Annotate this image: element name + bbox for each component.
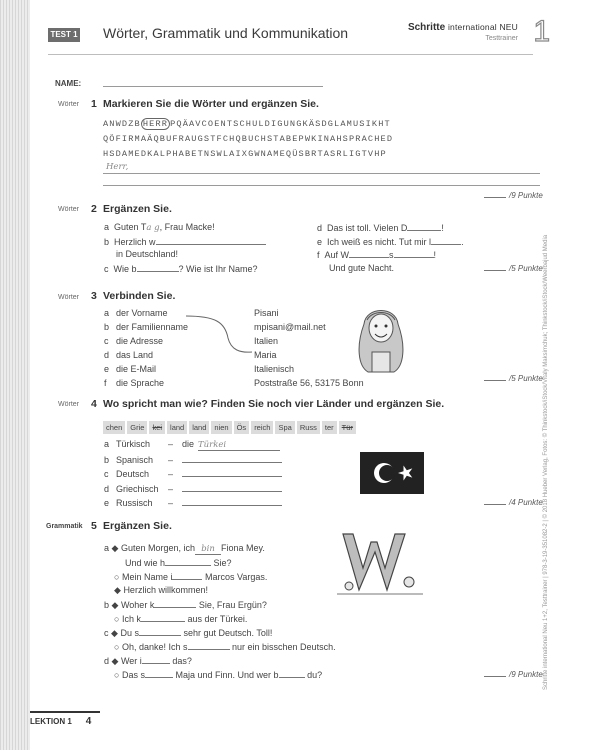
- ex5-a3-post: Marcos Vargas.: [204, 572, 268, 582]
- syllable-chip: nien: [211, 421, 231, 434]
- ex3-item-letter: a: [104, 308, 110, 318]
- ex2-b-continuation: in Deutschland!: [116, 249, 179, 259]
- ex3-item-letter: f: [104, 378, 107, 388]
- ex4-category: Wörter: [58, 401, 79, 408]
- ex2-b-letter: b: [104, 237, 110, 247]
- ex5-d2-mid: Maja und Finn. Und wer b: [175, 670, 279, 680]
- ex1-row1-end: PQÄAVCOENTSCHULDIGUNGKÄSDGLAMUSIKHT: [170, 119, 391, 129]
- ex5-d2-blank-2[interactable]: [279, 669, 305, 678]
- ex4-row-language: Spanisch: [116, 454, 154, 465]
- syllable-chip: land: [189, 421, 209, 434]
- ex5-b2-pre: Ich k: [121, 614, 141, 624]
- ex5-a4: [114, 585, 208, 596]
- ex5-c1-post: sehr gut Deutsch. Toll!: [183, 628, 273, 638]
- ex2-e-letter: e: [317, 237, 323, 247]
- diamond-icon: ◆: [114, 585, 121, 595]
- ex5-c2: [114, 641, 336, 652]
- ex5-d2: [114, 669, 322, 680]
- ex3-points-blank[interactable]: [484, 380, 506, 381]
- ex5-b-letter: b: [104, 600, 110, 610]
- syllable-chip: ter: [322, 421, 337, 434]
- ex2-c-post: ? Wie ist Ihr Name?: [178, 264, 258, 274]
- ex2-f-continuation: Und gute Nacht.: [329, 263, 395, 273]
- ex5-points-blank[interactable]: [484, 676, 506, 677]
- ex5-title: Ergänzen Sie.: [103, 520, 172, 532]
- ex5-b2: [114, 613, 247, 624]
- ex5-d2-post: du?: [307, 670, 323, 680]
- ex2-f-mid: s: [389, 250, 394, 260]
- ex3-item-text: die Sprache: [116, 378, 165, 388]
- ex1-letter-row-2: QÖFIRMAÄQBUFRAUGSTFCHQBUCHSTABEPWKINAHSPRACHED: [103, 134, 394, 144]
- ex5-c2-blank[interactable]: [188, 641, 230, 650]
- ex4-points-label: /4 Punkte: [509, 498, 543, 507]
- ex1-circled-word: HERR: [142, 119, 169, 129]
- ex5-d2-pre: Das s: [121, 670, 145, 680]
- ex4-row-language: Russisch: [116, 498, 153, 508]
- diamond-icon: ◆: [111, 543, 119, 553]
- ex3-points-label: /5 Punkte: [509, 374, 543, 383]
- ex5-d2-blank-1[interactable]: [145, 669, 173, 678]
- ex5-points-label: /9 Punkte: [509, 670, 543, 679]
- ex2-d-pre: Das ist toll. Vielen D: [327, 223, 408, 233]
- ex5-d1-post: das?: [172, 656, 192, 666]
- ex5-category: Grammatik: [46, 523, 83, 530]
- ex4-row: [104, 468, 282, 483]
- name-label: NAME:: [55, 79, 82, 88]
- ex4-number: 4: [91, 398, 97, 410]
- ex1-title: Markieren Sie die Wörter und ergänzen Sie.: [103, 98, 319, 110]
- ex3-item-letter: c: [104, 336, 109, 346]
- ex3-title: Verbinden Sie.: [103, 290, 176, 302]
- circle-icon: ○: [114, 614, 120, 624]
- ex4-row-blank[interactable]: [182, 454, 282, 463]
- ex2-c-pre: Wie b: [113, 264, 137, 274]
- ex4-row: [104, 439, 282, 454]
- syllable-chip: chen: [103, 421, 125, 434]
- ex2-f-pre: Auf W: [324, 250, 350, 260]
- ex5-a1-hand: bin: [195, 544, 221, 555]
- footer-lesson: LEKTION 1: [30, 717, 72, 726]
- ex5-d-letter: d: [104, 656, 110, 666]
- ex4-row-blank[interactable]: [182, 483, 282, 492]
- ex4-row-letter: a: [104, 439, 110, 449]
- ex5-b1-post: Sie, Frau Ergün?: [198, 600, 267, 610]
- ex4-row-letter: b: [104, 454, 110, 465]
- ex5-a2-pre: Und wie h: [125, 558, 166, 568]
- ex5-number: 5: [91, 520, 97, 532]
- ex2-points-label: /5 Punkte: [509, 264, 543, 273]
- crescent-star-icon: [360, 452, 424, 494]
- circle-icon: ○: [114, 670, 120, 680]
- ex3-number: 3: [91, 290, 97, 302]
- syllable-chip: Ös: [234, 421, 250, 434]
- ex2-number: 2: [91, 203, 97, 215]
- ex5-c-letter: c: [104, 628, 109, 638]
- ex3-item-text: der Vorname: [116, 308, 168, 318]
- syllable-chip: Russ: [297, 421, 320, 434]
- ex5-c1-blank[interactable]: [139, 627, 181, 636]
- ex4-row-letter: c: [104, 469, 109, 479]
- ex2-a-post: , Frau Macke!: [159, 222, 215, 232]
- ex5-b1-pre: Woher k: [120, 600, 155, 610]
- ex3-item-letter: d: [104, 350, 110, 360]
- ex1-letter-row-3: HSDAMEDKALPHABETNSWLAIXGWNAMEQÜSBRTASRLIGTVHP: [103, 149, 387, 159]
- ex5-a3-pre: Mein Name i: [121, 572, 173, 582]
- page-number: 4: [85, 716, 92, 727]
- ex3-item-text: der Familienname: [116, 322, 189, 332]
- w-letter-illustration: [335, 528, 427, 600]
- ex4-row-article: die: [182, 439, 195, 449]
- diamond-icon: ◆: [111, 600, 119, 610]
- ex4-row-dash: –: [168, 498, 174, 508]
- syllable-chip: Spa: [275, 421, 294, 434]
- ex2-category: Wörter: [58, 206, 79, 213]
- ex2-e-pre: Ich weiß es nicht. Tut mir l: [327, 237, 432, 247]
- page-title: Wörter, Grammatik und Kommunikation: [103, 25, 349, 41]
- ex5-d1-blank[interactable]: [142, 655, 170, 664]
- ex2-title: Ergänzen Sie.: [103, 203, 172, 215]
- ex5-c1: [104, 627, 272, 639]
- ex4-title: Wo spricht man wie? Finden Sie noch vier Länder und ergänzen Sie.: [103, 398, 445, 410]
- ex5-c1-pre: Du s: [120, 628, 139, 638]
- ex2-f-post: !: [433, 250, 437, 260]
- ex5-points: [484, 670, 543, 679]
- ex3-right-item: Italien: [254, 336, 279, 346]
- ex3-right-item: Italienisch: [254, 364, 295, 374]
- circle-icon: ○: [114, 572, 120, 582]
- ex5-b2-post: aus der Türkei.: [187, 614, 248, 624]
- ex3-item-text: die E-Mail: [116, 364, 157, 374]
- ex2-a-hand: a g: [146, 223, 160, 233]
- ex5-a4-text: Herzlich willkommen!: [123, 585, 208, 595]
- ex4-row-letter: e: [104, 498, 110, 508]
- ex3-right-item: Maria: [254, 350, 277, 360]
- ex1-row1-start: ANWDZB: [103, 119, 141, 129]
- ex4-points: [484, 498, 543, 507]
- ex4-row-blank[interactable]: [182, 468, 282, 477]
- ex4-row-language: Deutsch: [116, 469, 150, 479]
- ex5-b1: [104, 599, 267, 611]
- ex4-row: [104, 454, 282, 469]
- ex4-row-dash: –: [168, 454, 174, 465]
- turkey-flag: [360, 452, 424, 494]
- ex5-a3: [114, 571, 267, 582]
- ex2-d-post: !: [441, 223, 444, 233]
- ex2-a-letter: a: [104, 222, 110, 232]
- ex2-f-letter: f: [317, 250, 320, 260]
- ex4-rows: [104, 439, 282, 512]
- ex4-syllable-chips: [103, 417, 358, 435]
- ex4-row-language: Türkisch: [116, 439, 151, 449]
- syllable-chip: Grie: [127, 421, 147, 434]
- syllable-chip: kei: [149, 421, 165, 434]
- ex2-a-pre: Guten T: [114, 222, 147, 232]
- diamond-icon: ◆: [111, 656, 119, 666]
- copyright-notice: Schritte international Neu 1+2, Testtrainer | 978-3-19-351082-2 | © 2018 Hueber Verlag, Fotos: © Thinkstock/iStock/Vitaly Maksimchuk; Thinkstock/iStock/Weerbajud Media: [543, 234, 549, 690]
- ex3-right-item: Pisani: [254, 308, 279, 318]
- ex5-a1-pre: Guten Morgen, ich: [120, 543, 196, 553]
- ex4-row-letter: d: [104, 483, 110, 494]
- ex5-b2-blank[interactable]: [141, 613, 185, 622]
- unit-number: 1: [533, 15, 550, 48]
- brand-main: Schritte: [407, 22, 446, 33]
- ex4-row-blank[interactable]: Türkei: [198, 440, 280, 451]
- ex5-a-letter: a: [104, 543, 110, 553]
- ex1-number: 1: [91, 98, 97, 110]
- ex5-a1: [104, 543, 265, 555]
- ex3-item-letter: b: [104, 322, 110, 332]
- ex5-a1-post: Fiona Mey.: [221, 543, 265, 553]
- syllable-chip: reich: [251, 421, 273, 434]
- ex5-d1-pre: Wer i: [120, 656, 142, 666]
- ex4-row-dash: –: [168, 469, 174, 479]
- ex4-row-blank[interactable]: [182, 497, 282, 506]
- ex3-item-letter: e: [104, 364, 110, 374]
- ex3-item-text: die Adresse: [116, 336, 164, 346]
- ex2-c-letter: c: [104, 264, 109, 274]
- girl-illustration: [350, 294, 412, 376]
- ex1-points-label: /9 Punkte: [509, 191, 543, 200]
- ex3-right-item: Poststraße 56, 53175 Bonn: [254, 378, 364, 388]
- ex5-c2-post: nur ein bisschen Deutsch.: [232, 642, 336, 652]
- ex5-a2-post: Sie?: [213, 558, 232, 568]
- brand-sub: international NEU: [447, 22, 518, 32]
- ex3-item-text: das Land: [116, 350, 154, 360]
- ex2-e-post: .: [461, 237, 464, 247]
- ex4-points-blank[interactable]: [484, 504, 506, 505]
- ex5-a2-blank[interactable]: [165, 557, 211, 566]
- ex2-d-letter: d: [317, 223, 323, 233]
- ex4-row-language: Griechisch: [116, 483, 159, 494]
- footer: [30, 716, 91, 727]
- test-badge: TEST 1: [48, 28, 80, 42]
- ex1-category: Wörter: [58, 101, 79, 108]
- ex3-right-item: mpisani@mail.net: [254, 322, 326, 332]
- ex4-row-dash: –: [168, 483, 174, 494]
- ex5-a2: [125, 557, 232, 568]
- diamond-icon: ◆: [111, 628, 118, 638]
- ex4-row: [104, 497, 282, 512]
- ex5-d1: [104, 655, 192, 667]
- syllable-chip: Tür: [339, 421, 356, 434]
- footer-divider: [30, 711, 100, 713]
- ex5-a3-blank[interactable]: [172, 571, 202, 580]
- ex5-c2-pre: Oh, danke! Ich s: [121, 642, 188, 652]
- brand-trainer: Testtrainer: [485, 35, 518, 42]
- ex5-b1-blank[interactable]: [154, 599, 196, 608]
- ex1-example-answer: Herr,: [106, 162, 129, 172]
- ex2-b-pre: Herzlich w: [114, 237, 156, 247]
- ex4-row-dash: –: [168, 439, 174, 449]
- syllable-chip: land: [167, 421, 187, 434]
- ex3-points: [484, 374, 543, 383]
- ex4-row: [104, 483, 282, 498]
- ex3-category: Wörter: [58, 294, 79, 301]
- circle-icon: ○: [114, 642, 120, 652]
